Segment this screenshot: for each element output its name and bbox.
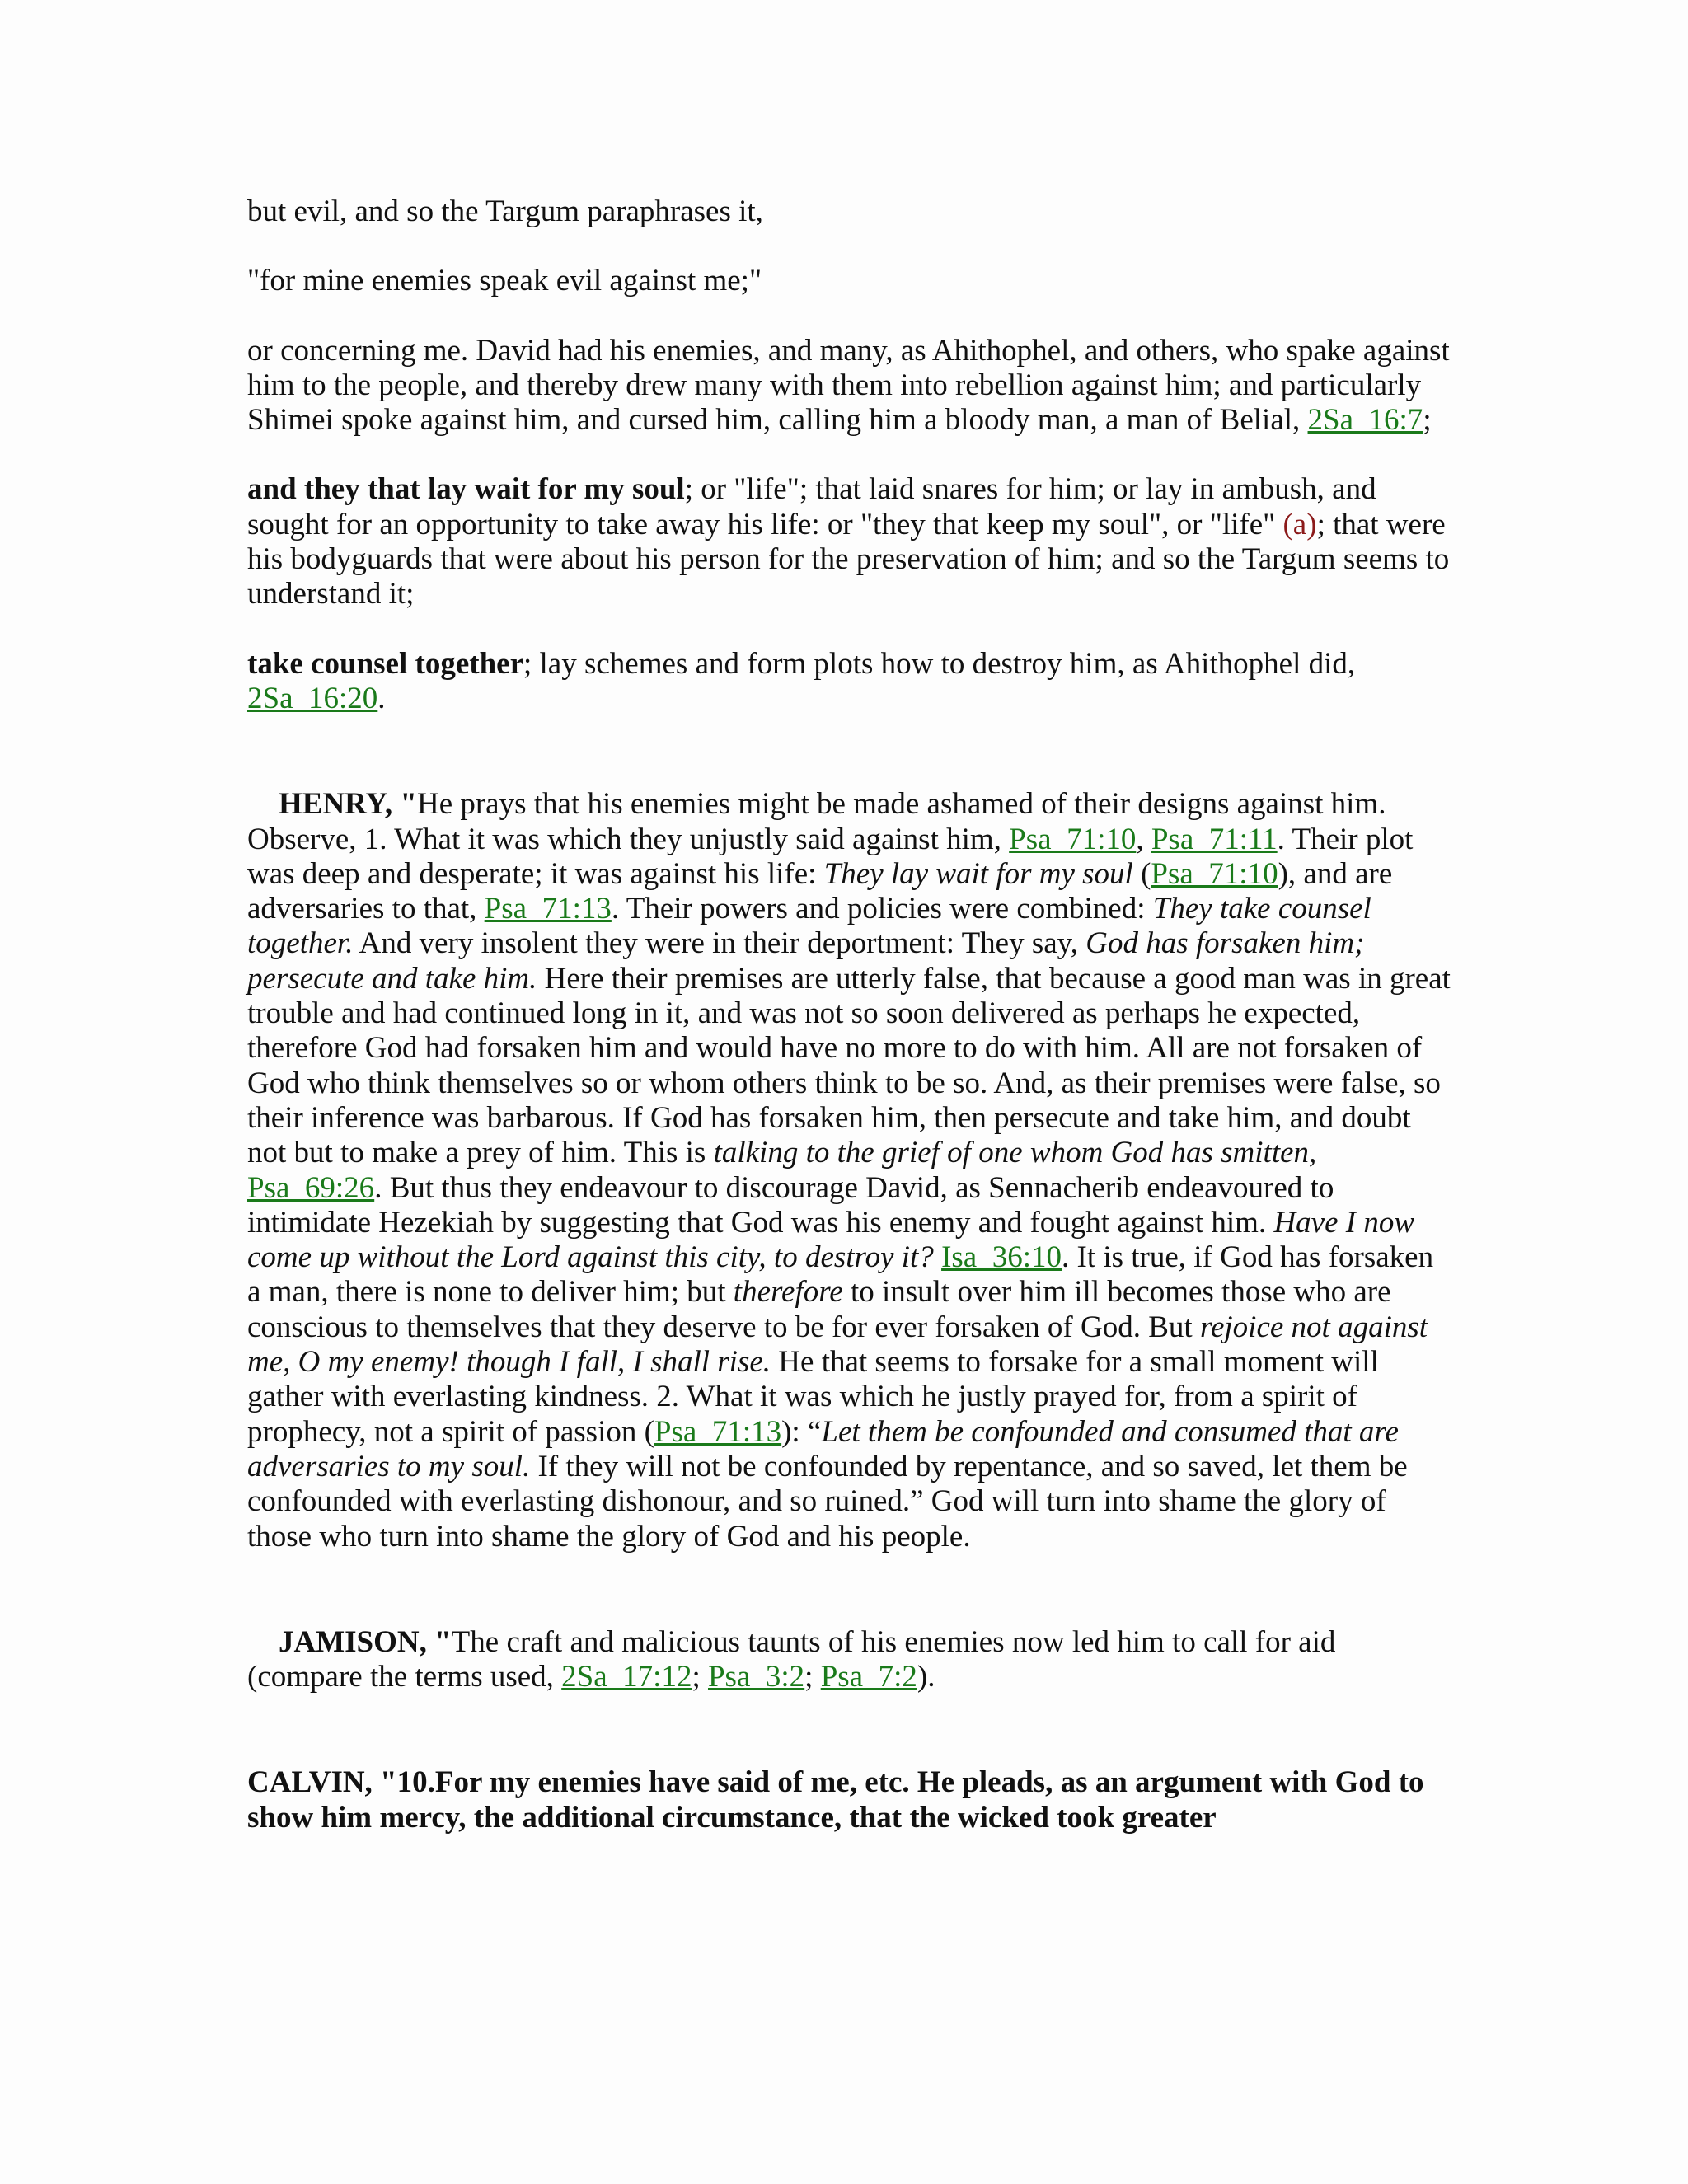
henry-italic: Let them be confounded and consumed that are adversaries to my soul.	[247, 1414, 1399, 1483]
henry-italic: therefore	[733, 1275, 843, 1310]
henry-text: And very insolent they were in their deportment: They say,	[353, 926, 1086, 961]
gill-p2-text: or concerning me. David had his enemies, and many, as Ahithophel, and others, who spake against him to the people, and thereby drew many with them into rebellion against him; and particularly Shimei spoke against him, and cursed him, calling him a bloody man, a man of Belial,	[247, 333, 1450, 438]
henry-italic: They take counsel together.	[247, 892, 1372, 961]
henry-commentary	[247, 787, 1451, 1554]
ref-link-2sa-16-7[interactable]: 2Sa_16:7	[1307, 403, 1423, 438]
gill-p3-text-2: ; that were his bodyguards that were about his person for the preservation of him; and so the Targum seems to understand it;	[247, 507, 1450, 612]
ref-link-psa-69-26[interactable]: Psa_69:26	[247, 1170, 375, 1205]
henry-label: HENRY, "	[279, 787, 417, 822]
henry-text: . But thus they endeavour to discourage David, as Sennacherib endeavoured to intimidate Hezekiah by suggesting that God was his enemy and fought against him.	[247, 1170, 1334, 1240]
henry-text: . Their plot was deep and desperate; it was against his life:	[247, 822, 1414, 891]
henry-text: ,	[1136, 822, 1151, 856]
ref-link-isa-36-10[interactable]: Isa_36:10	[941, 1240, 1062, 1275]
henry-italic: God has forsaken him; persecute and take him.	[247, 926, 1365, 996]
gill-paragraph-enemies	[247, 334, 1451, 438]
jamison-text: ).	[917, 1660, 935, 1694]
gill-p2-end: ;	[1423, 403, 1432, 438]
henry-text: ): “	[781, 1414, 822, 1449]
ref-link-psa-3-2[interactable]: Psa_3:2	[707, 1660, 805, 1694]
gill-line-1: but evil, and so the Targum paraphrases it,	[247, 194, 763, 228]
henry-text: If they will not be confounded by repentance, and so saved, let them be confounded with everlasting dishonour, and so ruined.” God will turn into shame the glory of those who turn into shame the glory of God and his people.	[247, 1449, 1408, 1554]
ref-link-psa-71-13[interactable]: Psa_71:13	[654, 1414, 782, 1449]
jamison-label: JAMISON, "	[279, 1624, 452, 1659]
ref-link-psa-71-11[interactable]: Psa_71:11	[1151, 822, 1278, 856]
henry-text: He prays that his enemies might be made ashamed of their designs against him. Observe, 1. What it was which they unjustly said against him,	[247, 787, 1386, 856]
henry-italic: talking to the grief of one whom God has smitten,	[713, 1136, 1317, 1170]
ref-link-2sa-17-12[interactable]: 2Sa_17:12	[561, 1660, 692, 1694]
document-page	[247, 194, 1451, 1835]
targum-quote: "for mine enemies speak evil against me;"	[247, 264, 762, 298]
gill-p4-text: ; lay schemes and form plots how to destroy him, as Ahithophel did,	[523, 646, 1356, 681]
jamison-commentary	[247, 1625, 1451, 1695]
gill-p4-heading: take counsel together	[247, 646, 523, 681]
henry-italic: They lay wait for my soul	[823, 856, 1133, 891]
jamison-text: ;	[692, 1660, 708, 1694]
henry-text: . Their powers and policies were combined:	[611, 892, 1153, 926]
henry-text: (	[1132, 856, 1151, 891]
henry-text: to insult over him ill becomes those who are conscious to themselves that they deserve to be for ever forsaken of God. But	[247, 1275, 1391, 1344]
ref-link-psa-71-10[interactable]: Psa_71:10	[1009, 822, 1137, 856]
gill-p4-end: .	[377, 681, 386, 715]
henry-text: ), and are adversaries to that,	[247, 856, 1393, 926]
gill-paragraph-counsel	[247, 647, 1451, 717]
ref-link-2sa-16-20[interactable]: 2Sa_16:20	[247, 681, 378, 715]
henry-text: . It is true, if God has forsaken a man, there is none to deliver him; but	[247, 1240, 1434, 1310]
jamison-text: ;	[804, 1660, 821, 1694]
ref-link-psa-71-13[interactable]: Psa_71:13	[484, 892, 612, 926]
henry-text: He that seems to forsake for a small moment will gather with everlasting kindness. 2. What it was which he justly prayed for, from a spirit of prophecy, not a spirit of passion (	[247, 1345, 1379, 1449]
gill-p3-text-1: ; or "life"; that laid snares for him; or lay in ambush, and sought for an opportunity to take away his life: or "they that keep my soul", or "life"	[247, 472, 1376, 541]
henry-text: Here their premises are utterly false, that because a good man was in great trouble and had continued long in it, and was not so soon delivered as perhaps he expected, therefore God had forsaken him and would have no more to do with him. All are not forsaken of God who think themselves so or whom others think to be so. And, as their premises were false, so their inference was barbarous. If God has forsaken him, then persecute and take him, and doubt not but to make a prey of him. This is	[247, 961, 1451, 1170]
jamison-text: The craft and malicious taunts of his enemies now led him to call for aid (compare the terms used,	[247, 1624, 1336, 1694]
ref-link-psa-71-10[interactable]: Psa_71:10	[1151, 856, 1278, 891]
ref-link-psa-7-2[interactable]: Psa_7:2	[820, 1660, 917, 1694]
henry-italic: rejoice not against me, O my enemy! though I fall, I shall rise.	[247, 1310, 1428, 1380]
footnote-marker-a[interactable]: (a)	[1282, 507, 1317, 541]
gill-paragraph-lay-wait	[247, 472, 1451, 612]
calvin-commentary: CALVIN, "10.For my enemies have said of me, etc. He pleads, as an argument with God to show him mercy, the additional circumstance, that the wicked took greater	[247, 1765, 1424, 1835]
henry-italic: Have I now come up without the Lord against this city, to destroy it?	[247, 1205, 1415, 1275]
henry-text	[934, 1240, 941, 1274]
gill-p3-heading: and they that lay wait for my soul	[247, 472, 685, 507]
